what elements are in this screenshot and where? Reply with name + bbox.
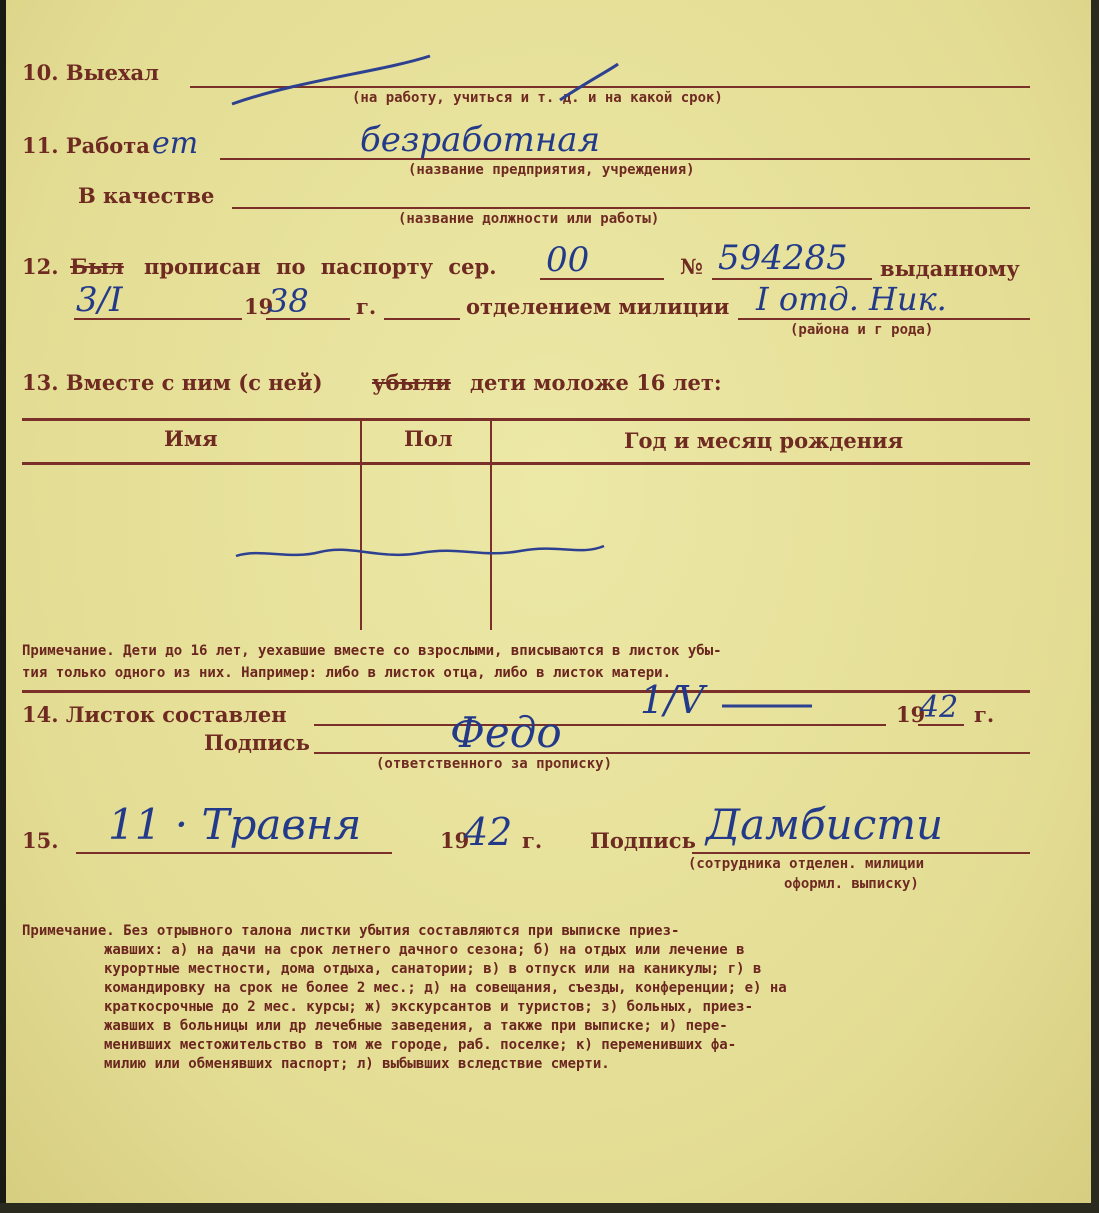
- note-2-line-8: милию или обменявших паспорт; л) выбывших вследствие смерти.: [104, 1056, 610, 1072]
- field-12-year-handwritten: 38: [268, 282, 309, 320]
- note-1-line-2: тия только одного из них. Например: либо в листок отца, либо в листок матери.: [22, 665, 672, 681]
- field-15-sign-line: [692, 852, 1030, 854]
- field-15-signature: Дамбисти: [706, 800, 944, 849]
- note-2-line-1: Примечание. Без отрывного талона листки убытия составляются при выписке приез-: [22, 923, 680, 939]
- field-12-year-suffix: г.: [356, 294, 377, 319]
- field-12-label: прописан по паспорту сер.: [144, 254, 497, 279]
- children-col-name: Имя: [164, 426, 218, 451]
- field-12-date-handwritten: 3/I: [76, 280, 123, 320]
- field-13-label-end: дети моложе 16 лет:: [470, 370, 722, 395]
- field-14-sign-line: [314, 752, 1030, 754]
- field-15-date-line: [76, 852, 392, 854]
- field-12-series-handwritten: 00: [546, 240, 590, 280]
- children-col-birth: Год и месяц рождения: [624, 428, 904, 453]
- field-15-caption-1: (сотрудника отделен. милиции: [688, 856, 925, 872]
- field-13-label-start: 13. Вместе с ним (с ней): [22, 370, 323, 395]
- children-col-sex: Пол: [404, 426, 453, 451]
- field-11-position-caption: (название должности или работы): [398, 211, 660, 227]
- field-15-date-handwritten: 11 · Травня: [108, 800, 362, 849]
- field-11-caption: (название предприятия, учреждения): [408, 162, 695, 178]
- field-12-dept-caption: (района и г рода): [790, 322, 934, 338]
- field-10-caption: (на работу, учиться и т. д. и на какой срок): [352, 90, 723, 106]
- field-12-crossed-word: Был: [70, 254, 124, 279]
- note-1-line-1: Примечание. Дети до 16 лет, уехавшие вместе со взрослыми, вписываются в листок убы-: [22, 643, 722, 659]
- field-11-label: 11. Работа: [22, 133, 150, 158]
- field-10-strike-stroke: [232, 56, 430, 104]
- note-2-line-4: командировку на срок не более 2 мес.; д) на совещания, съезды, конференции; е) на: [104, 980, 787, 996]
- field-12-num-label: №: [680, 254, 703, 279]
- note-2-line-5: краткосрочные до 2 мес. курсы; ж) экскурсантов и туристов; з) больных, приез-: [104, 999, 754, 1015]
- field-12-issued-label: выданному: [880, 256, 1020, 281]
- field-14-date-line: [314, 724, 886, 726]
- note-1-rule: [22, 690, 1030, 693]
- field-14-date-handwritten: 1/V: [640, 678, 705, 722]
- field-15-year-prefix: 19: [440, 828, 470, 853]
- field-15-label: 15.: [22, 828, 59, 853]
- field-14-year-line: [918, 724, 964, 726]
- field-14-label: 14. Листок составлен: [22, 702, 287, 727]
- field-14-signature: Федо: [450, 708, 562, 757]
- field-10-strike-stroke-2: [560, 64, 618, 100]
- note-2-line-6: жавших в больницы или др лечебные заведения, а также при выписке; и) пере-: [104, 1018, 728, 1034]
- note-2-line-3: курортные местности, дома отдыха, санатории; в) в отпуск или на каникулы; г) в: [104, 961, 762, 977]
- field-13-crossed-word: убыли: [372, 370, 451, 395]
- note-2-line-7: менивших местожительство в том же городе, раб. поселке; к) переменивших фа-: [104, 1037, 737, 1053]
- field-11-suffix-handwritten: ет: [152, 126, 199, 161]
- field-14-caption: (ответственного за прописку): [376, 756, 613, 772]
- field-12-dept-label: отделением милиции: [466, 294, 730, 319]
- field-14-sign-label: Подпись: [204, 730, 310, 755]
- field-11-position-label: В качестве: [78, 183, 215, 208]
- field-12-dept-handwritten: I отд. Ник.: [756, 280, 947, 318]
- field-12-number: 12.: [22, 254, 59, 279]
- field-14-year-prefix: 19: [896, 702, 926, 727]
- field-14-year-handwritten: 42: [920, 690, 959, 725]
- field-12-year-prefix: 19: [244, 294, 274, 319]
- field-10-label: 10. Выехал: [22, 60, 159, 85]
- field-12-number-handwritten: 594285: [718, 238, 848, 278]
- note-2-line-2: жавших: а) на дачи на срок летнего дачного сезона; б) на отдых или лечение в: [104, 942, 745, 958]
- field-15-sign-label: Подпись: [590, 828, 696, 853]
- field-11-value-handwritten: безработная: [360, 120, 601, 160]
- children-empty-wave: [236, 546, 604, 556]
- field-15-year-suffix: г.: [522, 828, 543, 853]
- field-15-caption-2: оформл. выписку): [784, 876, 919, 892]
- field-14-year-suffix: г.: [974, 702, 995, 727]
- field-15-year-handwritten: 42: [464, 810, 513, 854]
